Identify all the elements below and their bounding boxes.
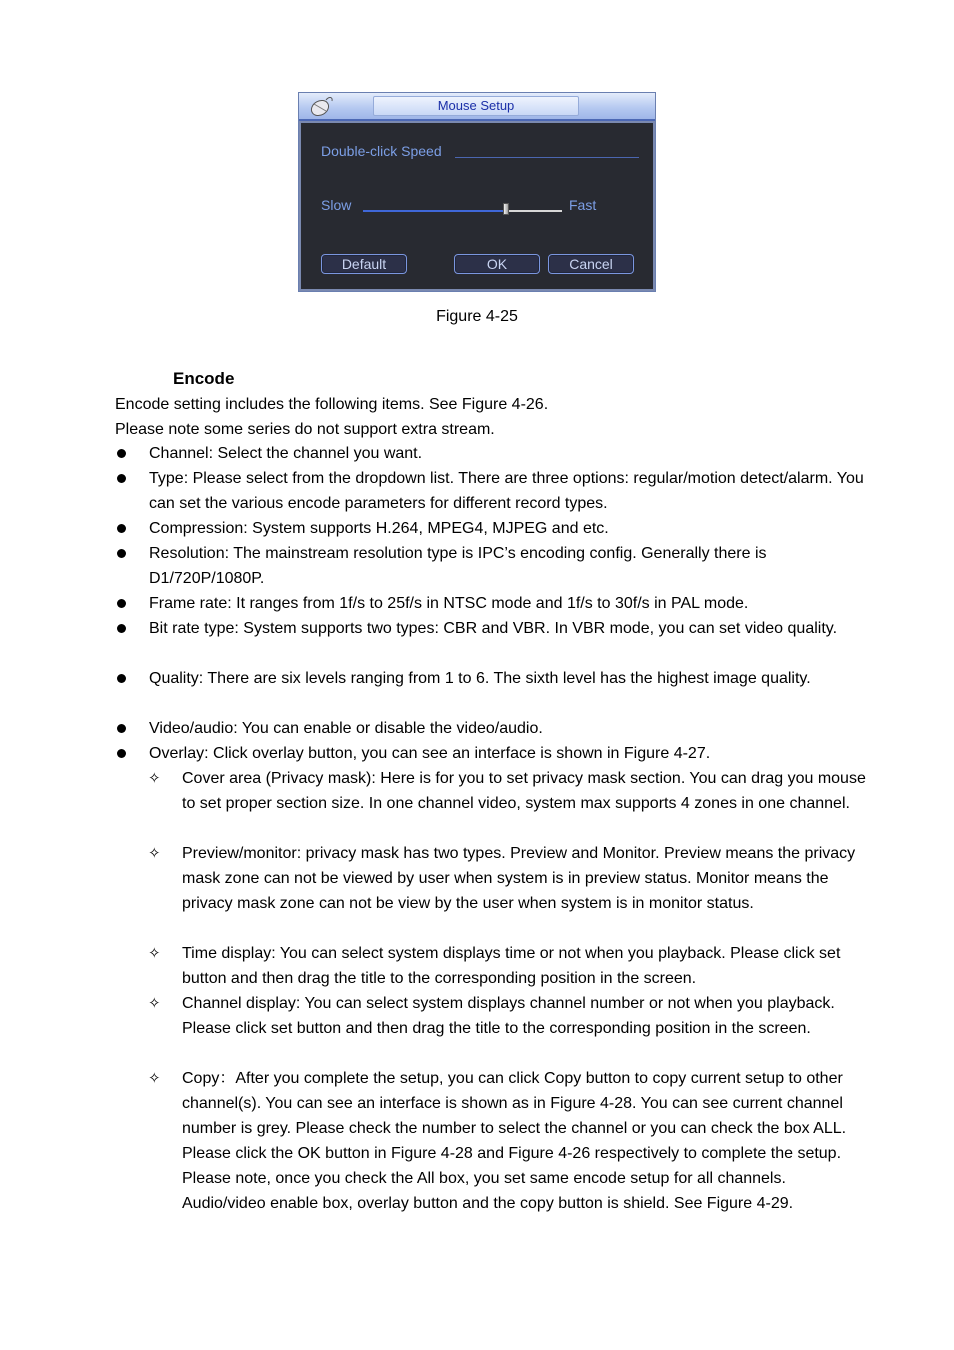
list-item-frame-rate: Frame rate: It ranges from 1f/s to 25f/s in NTSC mode and 1f/s to 30f/s in PAL mode.: [149, 595, 749, 612]
bullet-dot: [117, 624, 126, 633]
bullet-dot: [117, 524, 126, 533]
dialog-body: [299, 121, 655, 291]
dialog-titlebar: [299, 93, 655, 121]
speed-slider-track-filled[interactable]: [363, 210, 506, 212]
diamond-bullet-icon: ✧: [148, 995, 161, 1012]
mouse-setup-dialog: [298, 92, 656, 292]
section-heading: Encode: [173, 369, 235, 388]
bullet-dot: [117, 474, 126, 483]
bullet-dot: [117, 549, 126, 558]
dialog-title: Mouse Setup: [373, 96, 579, 116]
default-button[interactable]: Default: [321, 254, 407, 274]
sub-item-time-display: Time display: You can select system displays time or not when you playback. Please click set button and then drag the title to the corresponding position in the screen.: [182, 945, 841, 987]
slow-label: Slow: [321, 197, 352, 213]
sub-item-cover-area: Cover area (Privacy mask): Here is for you to set privacy mask section. You can drag you mouse to set proper section size. In one channel video, system max supports 4 zones in one channel.: [182, 770, 866, 812]
bullet-dot: [117, 449, 126, 458]
list-item-compression: Compression: System supports H.264, MPEG4, MJPEG and etc.: [149, 520, 609, 537]
cancel-button[interactable]: Cancel: [548, 254, 634, 274]
intro-paragraph-2: Please note some series do not support extra stream.: [115, 421, 495, 438]
fast-label: Fast: [569, 197, 597, 213]
list-item-type: Type: Please select from the dropdown list. There are three options: regular/motion detect/alarm. You can set the various encode parameters for different record types.: [149, 470, 864, 512]
sub-item-channel-display: Channel display: You can select system displays channel number or not when you playback. Please click set button and then drag the title to the corresponding position in the screen.: [182, 995, 835, 1037]
list-item-quality: Quality: There are six levels ranging from 1 to 6. The sixth level has the highest image quality.: [149, 670, 811, 687]
sub-item-copy: Copy：After you complete the setup, you can click Copy button to copy current setup to other channel(s). You can see an interface is shown as in Figure 4-28. You can see current channel number is grey. Please check the number to select the channel or you can check the box ALL. Please click the OK button in Figure 4-28 and Figure 4-26 respectively to complete the setup. Please note, once you check the All box, you set same encode setup for all channels. Audio/video enable box, overlay button and the copy button is shield. See Figure 4-29.: [182, 1070, 847, 1212]
figure-caption: Figure 4-25: [436, 308, 518, 325]
bullet-dot: [117, 674, 126, 683]
diamond-bullet-icon: ✧: [148, 770, 161, 787]
list-item-overlay: Overlay: Click overlay button, you can see an interface is shown in Figure 4-27.: [149, 745, 711, 762]
list-item-bit-rate-type: Bit rate type: System supports two types: CBR and VBR. In VBR mode, you can set video quality.: [149, 620, 838, 637]
double-click-speed-label: Double-click Speed: [321, 143, 442, 159]
ok-button[interactable]: OK: [454, 254, 540, 274]
diamond-bullet-icon: ✧: [148, 1070, 161, 1087]
mouse-icon: [305, 94, 335, 118]
list-item-video-audio: Video/audio: You can enable or disable the video/audio.: [149, 720, 543, 737]
sub-item-preview-monitor: Preview/monitor: privacy mask has two types. Preview and Monitor. Preview means the privacy mask zone can not be viewed by user when system is in preview status. Monitor means the privacy mask zone can not be view by the user when system is in monitor status.: [182, 845, 856, 912]
intro-paragraph-1: Encode setting includes the following items. See Figure 4-26.: [115, 396, 549, 413]
speed-label-underline: [455, 157, 639, 158]
bullet-dot: [117, 724, 126, 733]
speed-slider-handle[interactable]: [503, 203, 509, 215]
list-item-channel: Channel: Select the channel you want.: [149, 445, 423, 462]
diamond-bullet-icon: ✧: [148, 945, 161, 962]
speed-slider-track-empty[interactable]: [506, 210, 562, 212]
diamond-bullet-icon: ✧: [148, 845, 161, 862]
bullet-dot: [117, 749, 126, 758]
bullet-dot: [117, 599, 126, 608]
list-item-resolution: Resolution: The mainstream resolution type is IPC’s encoding config. Generally there is D1/720P/1080P.: [149, 545, 767, 587]
